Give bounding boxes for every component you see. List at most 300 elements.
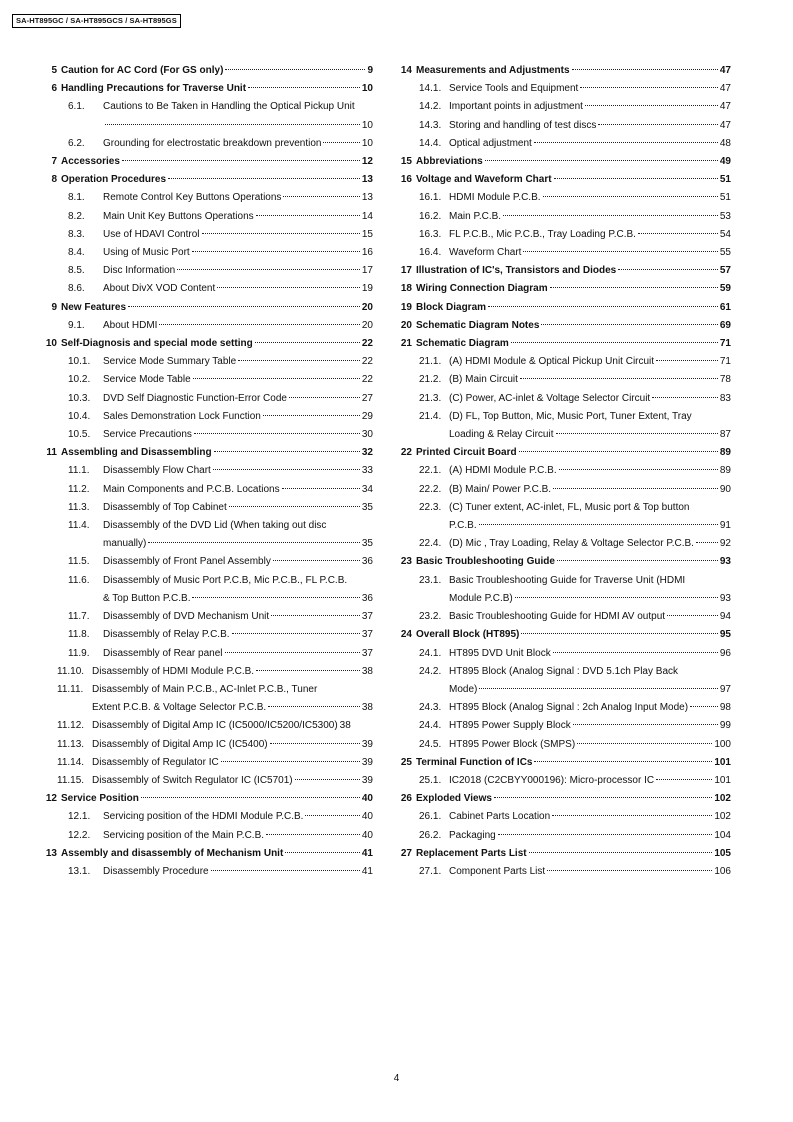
- toc-entry-title-group: [103, 572, 373, 608]
- toc-entry-title: Service Position: [61, 793, 139, 805]
- toc-entry-title-group: [416, 153, 731, 171]
- toc-entry-page: 36: [361, 592, 373, 604]
- toc-entry[interactable]: [40, 462, 373, 480]
- toc-column-right: [398, 62, 731, 881]
- toc-entry-number: 6.1.: [68, 101, 85, 113]
- toc-entry-page: 47: [719, 83, 731, 95]
- leader-dots: [580, 87, 718, 88]
- toc-entry-number: 21.4.: [419, 410, 442, 422]
- toc-entry-title-group: [449, 80, 731, 98]
- toc-entry-title: (B) Main/ Power P.C.B.: [449, 483, 552, 495]
- toc-entry-page: 29: [361, 410, 373, 422]
- toc-entry[interactable]: [40, 317, 373, 335]
- leader-dots: [295, 779, 360, 780]
- toc-entry[interactable]: [40, 280, 373, 298]
- toc-entry[interactable]: [40, 553, 373, 571]
- toc-entry-number: 17: [400, 265, 412, 277]
- toc-entry-number: 11.15.: [57, 774, 85, 786]
- toc-entry-page: 15: [361, 228, 373, 240]
- toc-entry[interactable]: [398, 808, 731, 826]
- toc-entry-page: 89: [719, 465, 731, 477]
- toc-entry-number: 10.4.: [68, 410, 91, 422]
- leader-dots: [192, 597, 359, 598]
- toc-entry-number: 13.1.: [68, 865, 91, 877]
- toc-entry-title-group: [449, 499, 731, 535]
- toc-entry-title-group: [449, 808, 731, 826]
- toc-entry[interactable]: [398, 717, 731, 735]
- toc-entry-title-group: [449, 645, 731, 663]
- toc-entry[interactable]: [40, 371, 373, 389]
- toc-entry[interactable]: [398, 80, 731, 98]
- toc-entry-title: About HDMI: [103, 319, 158, 331]
- toc-entry[interactable]: [398, 390, 731, 408]
- toc-entry-page: 106: [714, 865, 731, 877]
- toc-entry[interactable]: [40, 171, 373, 189]
- toc-entry-title-group: [416, 754, 731, 772]
- leader-dots: [211, 870, 360, 871]
- toc-entry-number: 22: [400, 447, 412, 459]
- toc-entry[interactable]: [40, 645, 373, 663]
- toc-entry[interactable]: [398, 863, 731, 881]
- toc-entry[interactable]: [398, 645, 731, 663]
- toc-entry-title: Main Unit Key Buttons Operations: [103, 210, 254, 222]
- toc-entry-page: 89: [719, 447, 731, 459]
- toc-entry[interactable]: [40, 62, 373, 80]
- leader-dots: [577, 743, 712, 744]
- toc-entry[interactable]: [40, 226, 373, 244]
- leader-dots: [479, 688, 718, 689]
- toc-entry[interactable]: [40, 608, 373, 626]
- toc-entry-number: 11.9.: [68, 647, 90, 659]
- leader-dots: [556, 433, 718, 434]
- toc-entry[interactable]: [40, 98, 373, 134]
- toc-entry-title: New Features: [61, 301, 127, 313]
- toc-entry-title-group: [416, 262, 731, 280]
- toc-entry-title: Service Tools and Equipment: [449, 83, 579, 95]
- toc-entry-page: 35: [361, 501, 373, 513]
- leader-dots: [221, 761, 360, 762]
- toc-entry-title: Disassembly of Main P.C.B., AC-Inlet P.C.B., Tuner: [92, 683, 318, 695]
- toc-entry-title: Cautions to Be Taken in Handling the Optical Pickup Unit: [103, 101, 355, 113]
- toc-entry-title: Use of HDAVI Control: [103, 228, 200, 240]
- leader-dots: [511, 342, 718, 343]
- toc-entry[interactable]: [40, 353, 373, 371]
- toc-entry-title: Disassembly of Regulator IC: [92, 756, 219, 768]
- toc-entry-page: 51: [719, 174, 731, 186]
- leader-dots: [498, 834, 713, 835]
- toc-entry-title-group: [103, 135, 373, 153]
- toc-entry-number: 19: [400, 301, 412, 313]
- toc-entry-title-continued: Module P.C.B): [449, 592, 513, 604]
- toc-entry-title: Servicing position of the Main P.C.B.: [103, 829, 265, 841]
- toc-entry-title: Basic Troubleshooting Guide for Traverse Unit (HDMI: [449, 574, 686, 586]
- toc-entry-title: Disassembly of Front Panel Assembly: [103, 556, 271, 568]
- toc-entry[interactable]: [40, 808, 373, 826]
- toc-entry-page: 19: [361, 283, 373, 295]
- toc-entry-number: 7: [51, 156, 57, 168]
- toc-entry-title-group: [61, 444, 373, 462]
- toc-entry-title: About DivX VOD Content: [103, 283, 216, 295]
- toc-entry-title: (D) FL, Top Button, Mic, Music Port, Tuner Extent, Tray: [449, 410, 692, 422]
- toc-entry-title: Important points in adjustment: [449, 101, 583, 113]
- toc-entry[interactable]: [398, 827, 731, 845]
- toc-entry-page: 47: [719, 65, 731, 76]
- leader-dots: [552, 815, 712, 816]
- leader-dots: [323, 142, 359, 143]
- toc-entry-number: 11: [46, 447, 57, 459]
- toc-entry-page: 55: [719, 247, 731, 259]
- toc-entry[interactable]: [398, 608, 731, 626]
- toc-entry[interactable]: [40, 736, 373, 754]
- toc-entry-page: 104: [714, 829, 731, 841]
- toc-entry-title-group: [449, 98, 731, 116]
- toc-entry-title: Disassembly Procedure: [103, 865, 209, 877]
- toc-entry[interactable]: [40, 572, 373, 608]
- toc-entry-title-continued: manually): [103, 538, 147, 550]
- toc-entry-title-group: [449, 572, 731, 608]
- toc-entry-title-group: [449, 481, 731, 499]
- leader-dots: [618, 269, 718, 270]
- toc-entry-title-group: [103, 244, 373, 262]
- page-number: 4: [393, 1073, 400, 1084]
- toc-entry[interactable]: [40, 626, 373, 644]
- toc-entry-page: 69: [719, 319, 731, 331]
- leader-dots: [547, 870, 712, 871]
- toc-entry-number: 16.3.: [419, 228, 442, 240]
- toc-entry-title: Disassembly of Relay P.C.B.: [103, 629, 230, 641]
- toc-entry[interactable]: [398, 189, 731, 207]
- toc-entry-title: Packaging: [449, 829, 496, 841]
- toc-entry[interactable]: [398, 736, 731, 754]
- toc-entry[interactable]: [398, 244, 731, 262]
- toc-entry-title: Service Precautions: [103, 429, 192, 441]
- toc-entry[interactable]: [40, 863, 373, 881]
- toc-entry-number: 10.2.: [68, 374, 91, 386]
- leader-dots: [488, 306, 718, 307]
- toc-entry[interactable]: [398, 845, 731, 863]
- toc-entry-number: 16.4.: [419, 247, 442, 259]
- toc-entry-number: 11.3.: [68, 501, 90, 513]
- toc-entry[interactable]: [40, 153, 373, 171]
- toc-entry-continuation: [103, 117, 373, 135]
- leader-dots: [232, 633, 360, 634]
- toc-entry-page: 38: [339, 720, 351, 732]
- leader-dots: [572, 69, 718, 70]
- toc-entry[interactable]: [40, 827, 373, 845]
- toc-entry-title-group: [449, 208, 731, 226]
- toc-entry-title-group: [103, 426, 373, 444]
- toc-entry[interactable]: [398, 208, 731, 226]
- toc-entry[interactable]: [40, 663, 373, 681]
- toc-entry[interactable]: [40, 390, 373, 408]
- leader-dots: [553, 488, 718, 489]
- toc-entry[interactable]: [398, 699, 731, 717]
- toc-entry-title: Main Components and P.C.B. Locations: [103, 483, 280, 495]
- toc-entry[interactable]: [398, 663, 731, 699]
- toc-entry[interactable]: [398, 262, 731, 280]
- toc-entry-number: 21.2.: [419, 374, 442, 386]
- toc-entry-page: 41: [361, 847, 373, 859]
- toc-entry[interactable]: [398, 371, 731, 389]
- toc-entry[interactable]: [398, 408, 731, 444]
- toc-entry-title-group: [449, 772, 731, 790]
- leader-dots: [177, 269, 360, 270]
- toc-entry-title: HT895 Power Block (SMPS): [449, 738, 576, 750]
- toc-entry-title-group: [449, 371, 731, 389]
- toc-entry-title: HT895 Power Supply Block: [449, 720, 571, 732]
- toc-entry-title-group: [61, 153, 373, 171]
- toc-entry-title: Measurements and Adjustments: [416, 65, 570, 76]
- toc-entry-page: 20: [361, 319, 373, 331]
- toc-entry-continuation: [449, 517, 731, 535]
- toc-entry-title: Service Mode Summary Table: [103, 356, 237, 368]
- toc-entry-title-group: [103, 626, 373, 644]
- toc-entry[interactable]: [40, 299, 373, 317]
- toc-entry[interactable]: [40, 481, 373, 499]
- toc-entry-page: 37: [361, 611, 373, 623]
- toc-entry-title-group: [103, 863, 373, 881]
- leader-dots: [534, 761, 712, 762]
- leader-dots: [225, 69, 365, 70]
- toc-entry-page: 38: [361, 665, 373, 677]
- leader-dots: [515, 597, 718, 598]
- toc-entry-title-group: [103, 645, 373, 663]
- leader-dots: [159, 324, 359, 325]
- toc-entry[interactable]: [398, 226, 731, 244]
- leader-dots: [268, 706, 360, 707]
- toc-entry-number: 22.2.: [419, 483, 442, 495]
- toc-entry[interactable]: [398, 62, 731, 80]
- toc-entry[interactable]: [40, 444, 373, 462]
- toc-entry[interactable]: [40, 244, 373, 262]
- toc-entry-page: 22: [361, 356, 373, 368]
- toc-entry-page: 99: [719, 720, 731, 732]
- toc-entry[interactable]: [40, 262, 373, 280]
- toc-entry[interactable]: [40, 790, 373, 808]
- leader-dots: [283, 196, 359, 197]
- toc-entry-number: 11.4.: [68, 520, 90, 532]
- toc-entry-page: 9: [367, 65, 373, 76]
- toc-entry[interactable]: [40, 717, 373, 735]
- leader-dots: [305, 815, 359, 816]
- leader-dots: [598, 124, 718, 125]
- toc-entry-title: Handling Precautions for Traverse Unit: [61, 83, 247, 95]
- toc-entry-number: 10: [45, 338, 57, 350]
- toc-entry-title-group: [103, 390, 373, 408]
- toc-entry[interactable]: [40, 426, 373, 444]
- toc-entry-number: 11.11.: [57, 683, 84, 695]
- toc-entry-title: Overall Block (HT895): [416, 629, 520, 641]
- toc-entry-number: 26.1.: [419, 811, 442, 823]
- leader-dots: [696, 542, 718, 543]
- toc-entry[interactable]: [40, 80, 373, 98]
- toc-entry-title-group: [416, 171, 731, 189]
- toc-entry-number: 26: [400, 793, 412, 805]
- toc-entry[interactable]: [398, 481, 731, 499]
- toc-entry[interactable]: [398, 299, 731, 317]
- toc-entry-title: Replacement Parts List: [416, 847, 527, 859]
- toc-entry[interactable]: [398, 572, 731, 608]
- toc-entry-title-group: [416, 444, 731, 462]
- toc-entry[interactable]: [40, 135, 373, 153]
- toc-entry-page: 32: [361, 447, 373, 459]
- toc-entry-page: 54: [719, 228, 731, 240]
- toc-entry-page: 36: [361, 556, 373, 568]
- toc-entry-title: Schematic Diagram: [416, 338, 509, 350]
- toc-entry-page: 10: [361, 83, 373, 95]
- toc-entry-title-group: [416, 335, 731, 353]
- toc-entry[interactable]: [398, 535, 731, 553]
- leader-dots: [256, 215, 360, 216]
- toc-entry[interactable]: [398, 754, 731, 772]
- toc-entry-number: 10.5.: [68, 429, 91, 441]
- toc-entry[interactable]: [398, 135, 731, 153]
- toc-entry-number: 24.4.: [419, 720, 442, 732]
- toc-entry[interactable]: [398, 317, 731, 335]
- toc-entry-page: 101: [714, 774, 731, 786]
- toc-entry-title: Service Mode Table: [103, 374, 191, 386]
- leader-dots: [248, 87, 360, 88]
- leader-dots: [485, 160, 718, 161]
- toc-entry-number: 13: [45, 847, 57, 859]
- toc-entry-title-group: [92, 736, 373, 754]
- toc-entry-title: Assembly and disassembly of Mechanism Unit: [61, 847, 284, 859]
- toc-entry-number: 21: [400, 338, 412, 350]
- toc-entry[interactable]: [40, 845, 373, 863]
- toc-entry-title-group: [61, 790, 373, 808]
- toc-entry-title-group: [61, 299, 373, 317]
- toc-entry-page: 102: [714, 811, 731, 823]
- toc-entry-title-group: [449, 535, 731, 553]
- toc-entry-title-group: [103, 189, 373, 207]
- toc-entry[interactable]: [398, 626, 731, 644]
- toc-entry[interactable]: [40, 408, 373, 426]
- toc-entry-number: 22.3.: [419, 501, 442, 513]
- toc-entry[interactable]: [398, 117, 731, 135]
- toc-entry-title-group: [103, 262, 373, 280]
- toc-entry[interactable]: [40, 681, 373, 717]
- toc-entry[interactable]: [398, 444, 731, 462]
- leader-dots: [238, 360, 360, 361]
- toc-entry-title-group: [416, 845, 731, 863]
- toc-entry-title: Disassembly of Rear panel: [103, 647, 223, 659]
- toc-entry-number: 11.2.: [68, 483, 90, 495]
- toc-entry-title-group: [449, 390, 731, 408]
- toc-entry-page: 39: [361, 774, 373, 786]
- toc-entry[interactable]: [398, 772, 731, 790]
- toc-entry-page: 93: [719, 592, 731, 604]
- toc-entry[interactable]: [40, 517, 373, 553]
- toc-entry-number: 24.1.: [419, 647, 442, 659]
- toc-entry-title-group: [103, 827, 373, 845]
- toc-entry[interactable]: [398, 280, 731, 298]
- toc-entry-number: 14.3.: [419, 119, 442, 131]
- toc-entry-page: 93: [719, 556, 731, 568]
- toc-entry-title: HDMI Module P.C.B.: [449, 192, 541, 204]
- toc-entry-title-group: [416, 317, 731, 335]
- toc-entry-title: Storing and handling of test discs: [449, 119, 597, 131]
- toc-entry[interactable]: [40, 772, 373, 790]
- leader-dots: [266, 834, 360, 835]
- toc-entry-title: Waveform Chart: [449, 247, 522, 259]
- toc-entry-title-group: [103, 353, 373, 371]
- toc-entry[interactable]: [40, 208, 373, 226]
- leader-dots: [503, 215, 718, 216]
- toc-entry[interactable]: [398, 462, 731, 480]
- toc-entry-number: 23.1.: [419, 574, 442, 586]
- toc-entry[interactable]: [398, 98, 731, 116]
- toc-entry-number: 11.5.: [68, 556, 90, 568]
- toc-entry-number: 6.2.: [68, 137, 85, 149]
- toc-entry-page: 78: [719, 374, 731, 386]
- toc-entry-page: 22: [361, 374, 373, 386]
- toc-entry-title-group: [103, 481, 373, 499]
- toc-entry[interactable]: [398, 790, 731, 808]
- toc-entry-title-group: [416, 790, 731, 808]
- toc-entry-title-group: [449, 863, 731, 881]
- toc-entry-number: 8.3.: [68, 228, 85, 240]
- toc-entry-title-group: [449, 608, 731, 626]
- leader-dots: [289, 397, 360, 398]
- toc-entry[interactable]: [398, 153, 731, 171]
- toc-entry-title: Block Diagram: [416, 301, 487, 313]
- toc-entry-number: 11.12.: [57, 720, 85, 732]
- leader-dots: [225, 652, 360, 653]
- toc-entry[interactable]: [40, 189, 373, 207]
- toc-entry-number: 11.8.: [68, 629, 90, 641]
- toc-entry-title-group: [61, 171, 373, 189]
- toc-entry-title: (A) HDMI Module & Optical Pickup Unit Circuit: [449, 356, 655, 368]
- toc-entry-page: 16: [361, 247, 373, 259]
- toc-entry[interactable]: [398, 353, 731, 371]
- toc-entry-title-group: [449, 353, 731, 371]
- toc-entry-title: Basic Troubleshooting Guide for HDMI AV output: [449, 611, 666, 623]
- toc-entry-page: 49: [719, 156, 731, 168]
- toc-entry-title-group: [103, 553, 373, 571]
- toc-entry[interactable]: [40, 499, 373, 517]
- toc-entry[interactable]: [40, 335, 373, 353]
- toc-entry-page: 83: [719, 392, 731, 404]
- toc-entry-title-group: [449, 408, 731, 444]
- leader-dots: [273, 560, 360, 561]
- leader-dots: [494, 797, 712, 798]
- toc-entry-number: 11.1.: [68, 465, 90, 477]
- toc-entry-page: 27: [361, 392, 373, 404]
- toc-entry-title: Disassembly of DVD Mechanism Unit: [103, 611, 270, 623]
- toc-entry[interactable]: [398, 171, 731, 189]
- leader-dots: [255, 342, 360, 343]
- toc-entry[interactable]: [398, 499, 731, 535]
- toc-entry[interactable]: [398, 335, 731, 353]
- toc-entry-title: Disassembly of HDMI Module P.C.B.: [92, 665, 255, 677]
- toc-entry-title-group: [61, 335, 373, 353]
- leader-dots: [141, 797, 360, 798]
- toc-entry-page: 10: [361, 137, 373, 149]
- leader-dots: [534, 142, 718, 143]
- leader-dots: [667, 615, 718, 616]
- toc-entry-page: 40: [361, 811, 373, 823]
- toc-entry[interactable]: [398, 553, 731, 571]
- toc-entry[interactable]: [40, 754, 373, 772]
- toc-entry-page: 35: [361, 538, 373, 550]
- toc-entry-continuation: [449, 590, 731, 608]
- toc-entry-title: Disassembly of Digital Amp IC (IC5000/IC5200/IC5300): [92, 720, 338, 732]
- toc-entry-title-group: [103, 280, 373, 298]
- toc-entry-title: (D) Mic , Tray Loading, Relay & Voltage Selector P.C.B.: [449, 538, 694, 550]
- toc-entry-number: 12: [45, 793, 57, 805]
- toc-entry-number: 11.7.: [68, 611, 90, 623]
- toc-entry-page: 95: [719, 629, 731, 641]
